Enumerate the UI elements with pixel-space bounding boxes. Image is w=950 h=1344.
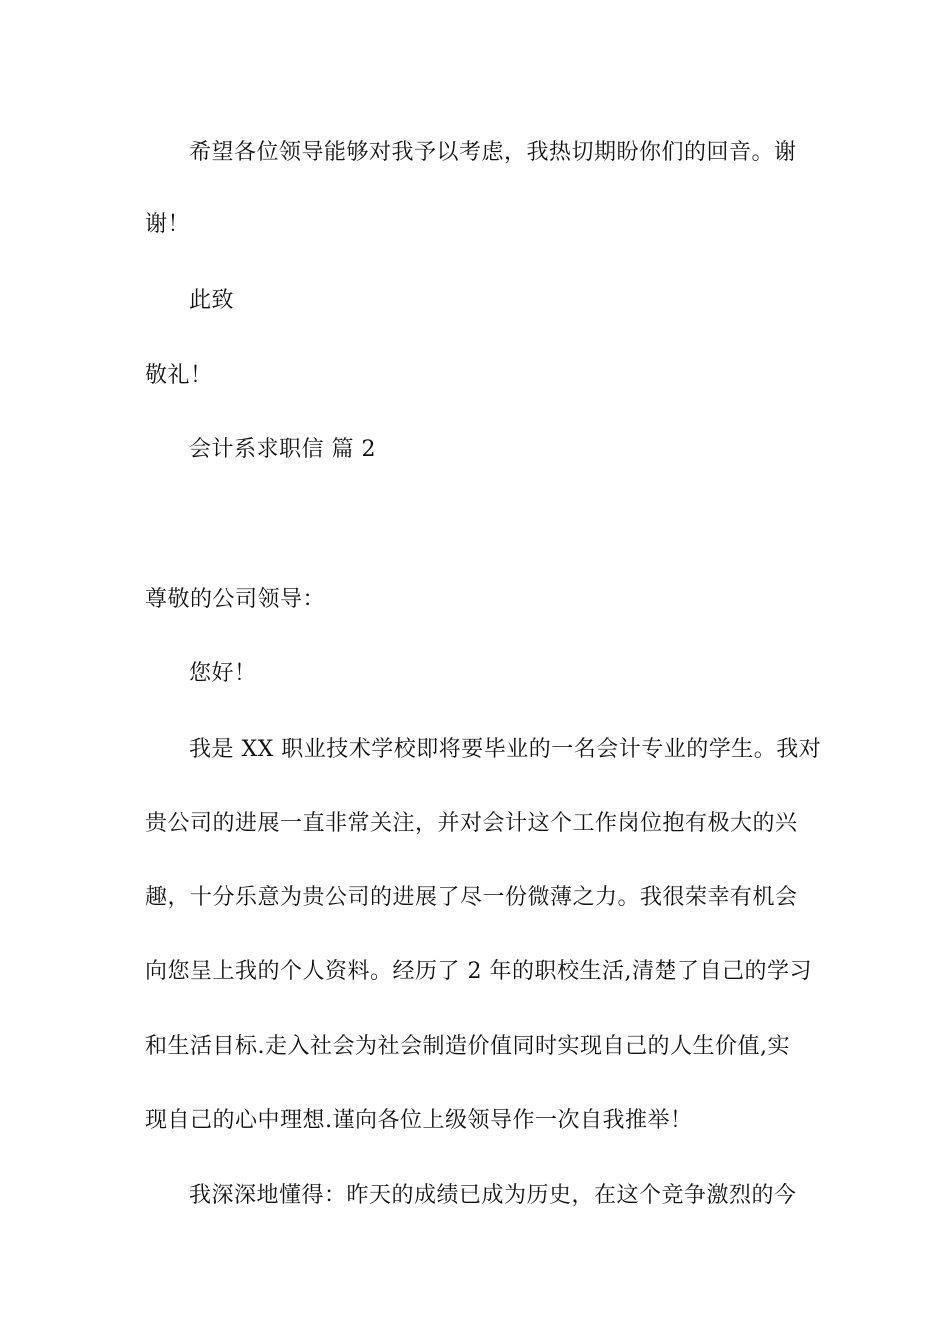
section-heading: 会计系求职信 篇 2: [189, 437, 376, 462]
paragraph-line: 向您呈上我的个人资料。经历了 2 年的职校生活,清楚了自己的学习: [145, 959, 812, 984]
paragraph-line: 希望各位领导能够对我予以考虑，我热切期盼你们的回音。谢: [189, 140, 797, 165]
paragraph-line: 贵公司的进展一直非常关注，并对会计这个工作岗位抱有极大的兴: [145, 811, 798, 836]
paragraph-line: 谢！: [145, 212, 191, 237]
closing-salutation: 敬礼！: [145, 363, 213, 388]
letter-salutation: 尊敬的公司领导：: [145, 587, 326, 612]
closing-phrase: 此致: [189, 288, 235, 313]
paragraph-line: 和生活目标.走入社会为社会制造价值同时实现自己的人生价值,实: [145, 1034, 790, 1059]
greeting: 您好！: [189, 661, 257, 686]
paragraph-line: 现自己的心中理想.谨向各位上级领导作一次自我推举！: [145, 1108, 693, 1133]
paragraph-line: 我深深地懂得：昨天的成绩已成为历史，在这个竞争激烈的今: [189, 1183, 797, 1208]
paragraph-line: 我是 XX 职业技术学校即将要毕业的一名会计专业的学生。我对: [189, 737, 822, 762]
paragraph-line: 趣，十分乐意为贵公司的进展了尽一份微薄之力。我很荣幸有机会: [145, 885, 798, 910]
